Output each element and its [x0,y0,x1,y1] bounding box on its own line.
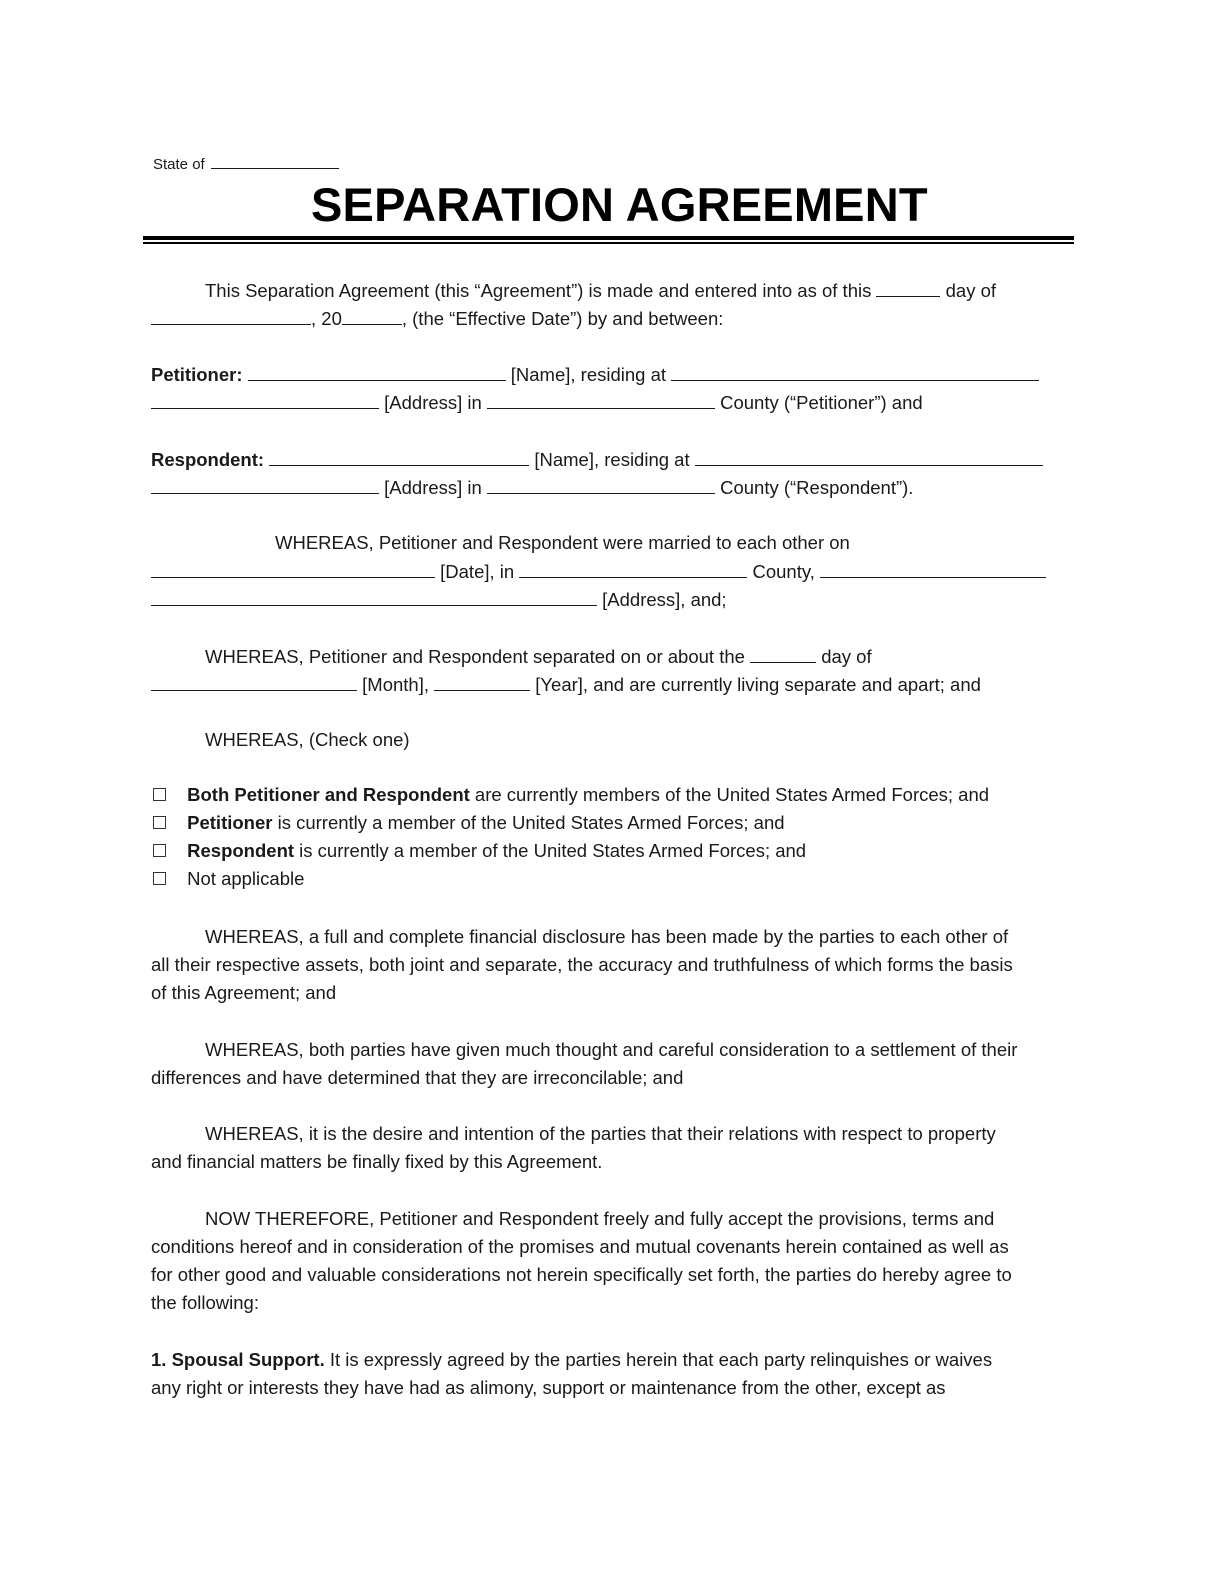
petitioner-county-text: County (“Petitioner”) and [720,392,923,413]
disclosure-line-2: all their respective assets, both joint and separate, the accuracy and truthfulness of which forms the basis [151,954,1013,975]
now-therefore-line-1: NOW THEREFORE, Petitioner and Respondent freely and fully accept the provisions, terms and [205,1208,995,1229]
separated-line-2 [151,673,981,696]
title-rule-thick [143,236,1074,240]
option-both-text: are currently members of the United States Armed Forces; and [469,784,990,805]
intro-line-2 [151,307,723,330]
petitioner-line-1 [151,363,1039,386]
intro-year-prefix: , 20 [311,308,342,329]
checkbox-respondent[interactable] [153,844,166,857]
option-respondent-text: is currently a member of the United States Armed Forces; and [294,840,807,861]
married-line-2 [151,560,1046,583]
respondent-county-blank[interactable] [487,476,715,494]
checkbox-not-applicable[interactable] [153,872,166,885]
state-of-label: State of [153,156,205,173]
separated-line-1 [205,645,872,668]
irreconcilable-line-2: differences and have determined that they are irreconcilable; and [151,1067,684,1088]
respondent-name-text: [Name], residing at [534,449,690,470]
option-both [153,784,989,806]
day-blank[interactable] [876,279,940,297]
respondent-label: Respondent: [151,449,265,470]
checkbox-both[interactable] [153,788,166,801]
petitioner-name-blank[interactable] [248,363,506,381]
petitioner-line-2 [151,391,923,414]
option-not-applicable-text: Not applicable [187,868,305,889]
marriage-county-text: County, [752,561,815,582]
respondent-address-text: [Address] in [384,477,482,498]
respondent-county-text: County (“Respondent”). [720,477,914,498]
option-not-applicable [153,868,304,890]
marriage-date-blank[interactable] [151,560,435,578]
section-1-text-1: It is expressly agreed by the parties herein that each party relinquishes or waives [324,1349,993,1370]
petitioner-name-text: [Name], residing at [510,364,667,385]
intention-line-2: and financial matters be finally fixed by this Agreement. [151,1151,603,1172]
intro-text-2: day of [945,280,997,301]
respondent-line-1 [151,448,1043,471]
separation-month-blank[interactable] [151,673,357,691]
petitioner-label: Petitioner: [151,364,243,385]
petitioner-address-text: [Address] in [384,392,482,413]
option-both-bold: Both Petitioner and Respondent [187,784,470,805]
married-line-1: WHEREAS, Petitioner and Respondent were married to each other on [275,532,850,553]
page-title: SEPARATION AGREEMENT [311,178,928,231]
section-1-line-1 [151,1349,992,1371]
section-1-heading: 1. Spousal Support. [151,1349,325,1370]
separation-month-text: [Month], [362,674,429,695]
option-respondent [153,840,806,862]
separation-year-blank[interactable] [434,673,530,691]
title-rule-thin [143,242,1074,244]
petitioner-county-blank[interactable] [487,391,715,409]
option-respondent-bold: Respondent [187,840,295,861]
now-therefore-line-4: the following: [151,1292,259,1313]
married-line-3 [151,588,727,611]
month-blank[interactable] [151,307,311,325]
petitioner-residence-blank[interactable] [671,363,1039,381]
option-petitioner-text: is currently a member of the United States Armed Forces; and [272,812,785,833]
marriage-address-blank[interactable] [151,588,597,606]
state-of-line [153,154,339,173]
separated-text-2: day of [821,646,872,667]
separated-text-1: WHEREAS, Petitioner and Respondent separated on or about the [205,646,745,667]
option-petitioner [153,812,785,834]
marriage-state-blank[interactable] [820,560,1046,578]
option-petitioner-bold: Petitioner [187,812,273,833]
respondent-line-2 [151,476,913,499]
intention-line-1: WHEREAS, it is the desire and intention of the parties that their relations with respect to property [205,1123,996,1144]
marriage-county-blank[interactable] [519,560,747,578]
irreconcilable-line-1: WHEREAS, both parties have given much thought and careful consideration to a settlement of their [205,1039,1018,1060]
now-therefore-line-3: for other good and valuable considerations not herein specifically set forth, the parties do hereby agree to [151,1264,1012,1285]
now-therefore-line-2: conditions hereof and in consideration of the promises and mutual covenants herein contained as well as [151,1236,1009,1257]
year-blank[interactable] [342,307,402,325]
respondent-residence-blank[interactable] [695,448,1043,466]
marriage-date-text: [Date], in [440,561,515,582]
state-blank[interactable] [211,154,339,169]
respondent-name-blank[interactable] [269,448,529,466]
section-1-line-2: any right or interests they have had as alimony, support or maintenance from the other, except as [151,1377,946,1398]
intro-line-1 [205,279,996,302]
separation-day-blank[interactable] [750,645,816,663]
respondent-address-blank[interactable] [151,476,379,494]
petitioner-address-blank[interactable] [151,391,379,409]
disclosure-line-3: of this Agreement; and [151,982,337,1003]
separation-year-text: [Year], and are currently living separate and apart; and [535,674,981,695]
checkbox-petitioner[interactable] [153,816,166,829]
intro-text-1: This Separation Agreement (this “Agreement”) is made and entered into as of this [205,280,872,301]
intro-text-3: , (the “Effective Date”) by and between: [401,308,724,329]
disclosure-line-1: WHEREAS, a full and complete financial disclosure has been made by the parties to each other of [205,926,1009,947]
marriage-address-text: [Address], and; [602,589,727,610]
check-one-line: WHEREAS, (Check one) [205,729,410,750]
